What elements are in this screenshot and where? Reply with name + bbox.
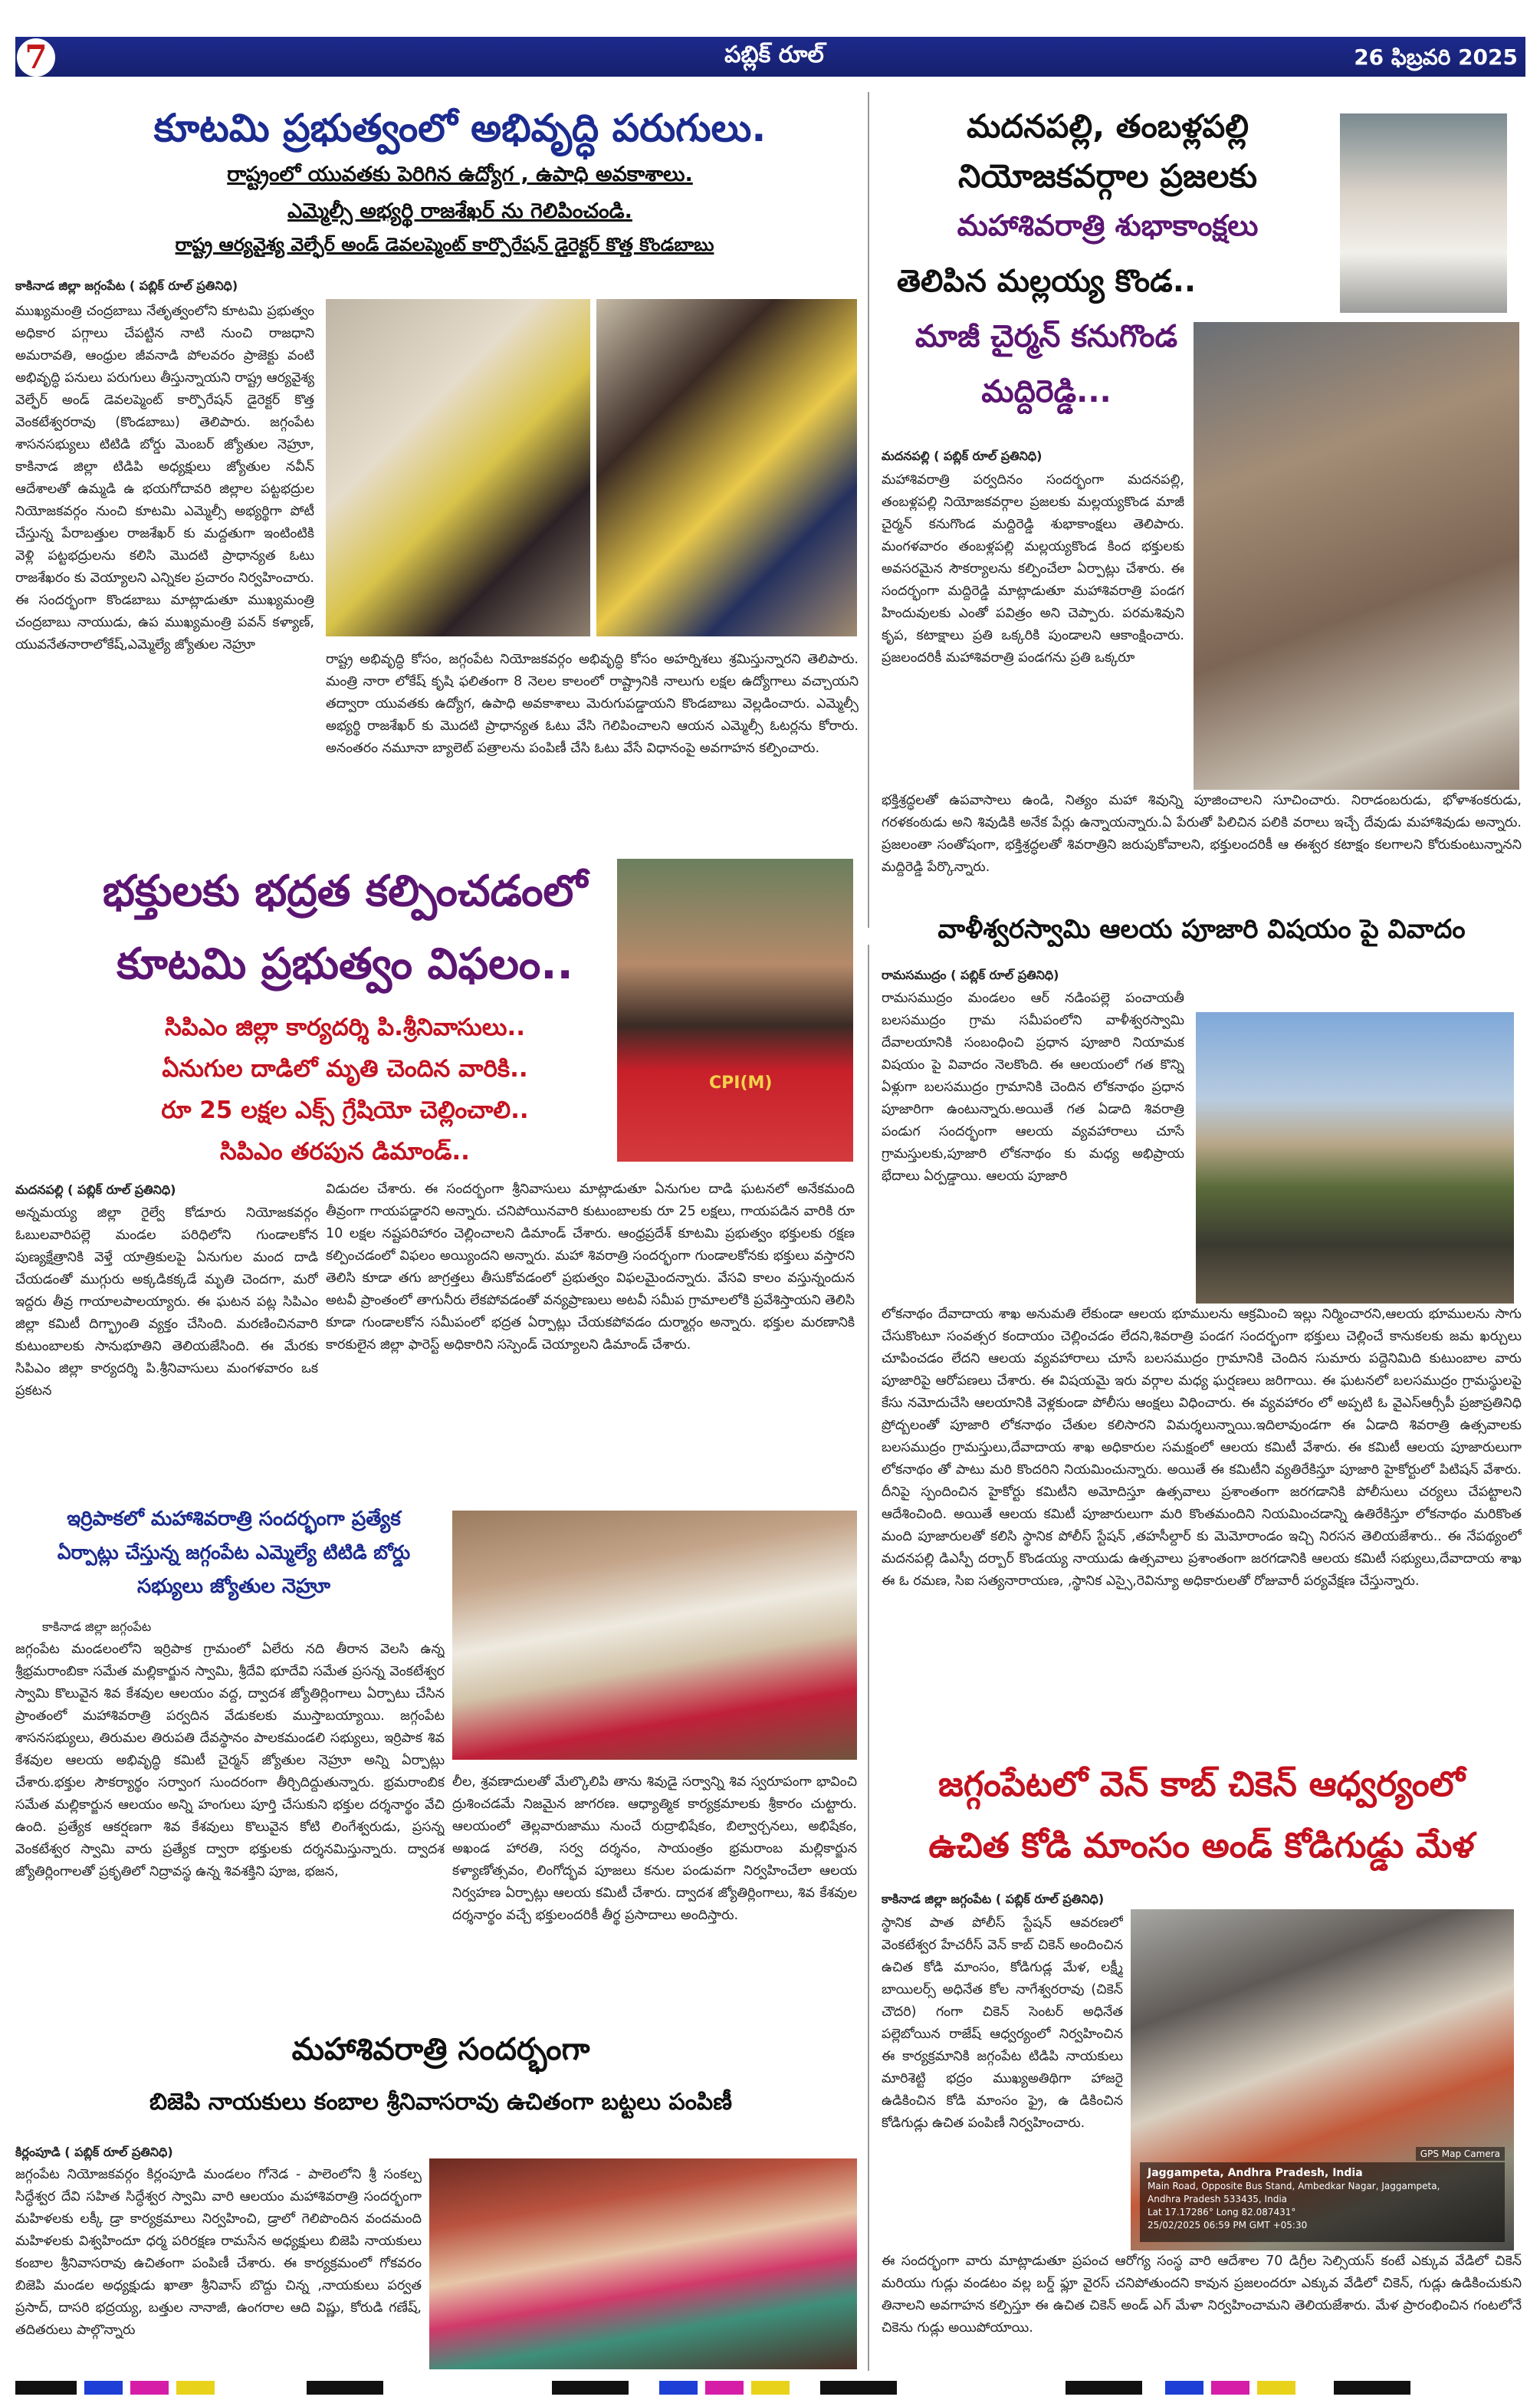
article5-headline1: ఇర్రిపాకలో మహాశివరాత్రి సందర్భంగా ప్రత్యేక: [67, 1507, 401, 1530]
article3-headline1: భక్తులకు భద్రత కల్పించడంలో: [102, 866, 588, 916]
article3-sub3: రూ 25 లక్షల ఎక్స్ గ్రేషియో చెల్లించాలి..: [161, 1096, 529, 1124]
article6-dateline: కాకినాడ జిల్లా జగ్గంపేట ( పబ్లిక్ రూల్ ప్రతినిధి): [882, 1892, 1105, 1906]
article5-headline3: సభ్యులు జ్యోతుల నెహ్రూ: [137, 1575, 330, 1598]
article5-headline2: ఏర్పాట్లు చేస్తున్న జగ్గంపేట ఎమ్మెల్యే టిటిడి బోర్డు: [57, 1541, 411, 1563]
article6-col1: స్థానిక పాత పోలీస్ స్టేషన్ ఆవరణలో వెంకటేశ్వర హేచరీస్ వెన్ కాబ్ చికెన్ అందించిన ఉచిత కోడి మాంసం, కోడిగుడ్ల మేళ, లక్ష్మీ బాయిలర్స్ అధినేత కోల నాగేశ్వరరావు (చికెన్ చౌదరి) గంగా చికెన్ సెంటర్ అధినేత పల్లెబోయిన రాజేష్ ఆధ్వర్యంలో నిర్వహించిన ఈ కార్యక్రమానికి జగ్గంపేట టిడిపి నాయకులు మారిశెట్టి భద్రం ముఖ్యఅతిథిగా హాజరై ఉడికించిన కోడి మాంసం ఫ్రై, ఉ డికించిన కోడిగుడ్లు ఉచిత పంపిణీ నిర్వహించారు.: [882, 1915, 1123, 2131]
column-divider-top: [868, 92, 869, 928]
gps-latlong: Lat 17.17286° Long 82.087431°: [1148, 2207, 1296, 2218]
article2-headline3: మహాశివరాత్రి శుభాకాంక్షలు: [957, 209, 1259, 242]
issue-date: 26 ఫిబ్రవరి 2025: [1354, 44, 1518, 70]
article1-photo-right: [596, 299, 857, 636]
article6-headline2: ఉచిత కోడి మాంసం అండ్ కోడిగుడ్డు మేళ: [928, 1825, 1475, 1866]
article1-sub2: ఎమ్మెల్సీ అభ్యర్థి రాజశేఖర్ ను గెలిపించండి.: [287, 199, 632, 223]
gps-location-title: Jaggampeta, Andhra Pradesh, India: [1148, 2167, 1363, 2179]
article2-col1: మహాశివరాత్రి పర్వదినం సందర్భంగా మదనపల్లి, తంబళ్లపల్లి నియోజకవర్గాల ప్రజలకు మల్లయ్యకొండ మాజీ చైర్మన్ కనుగొండ మద్దిరెడ్డి శుభాకాంక్షలు తెలిపారు. మంగళవారం తంబళ్లపల్లి మల్లయ్యకొండ కింద భక్తులకు అవసరమైన సౌకర్యాలను కల్పించేలా ఏర్పాట్లు చేశారు. ఈ సందర్భంగా మద్దిరెడ్డి మాట్లాడుతూ మహాశివరాత్రి పండగ హిందువులకు ఎంతో పవిత్రం అని చెప్పారు. పరమశివుని కృప, కటాక్షాలు ప్రతి ఒక్కరికి పుండాలని ఆకాంక్షించారు. ప్రజలందరికీ మహాశివరాత్రి పండగను ప్రతి ఒక్కరూ: [882, 472, 1184, 666]
cpim-banner-text: CPI(M): [709, 1073, 773, 1093]
article2-dateline: మదనపల్లి ( పబ్లిక్ రూల్ ప్రతినిధి): [882, 449, 1043, 463]
page-number: 7: [17, 38, 55, 77]
article7-headline1: మహాశివరాత్రి సందర్భంగా: [291, 2032, 590, 2067]
article2-headline2: నియోజకవర్గాల ప్రజలకు: [957, 157, 1258, 195]
article4-dateline: రామసముద్రం ( పబ్లిక్ రూల్ ప్రతినిధి): [882, 968, 1059, 982]
article3-headline2: కూటమి ప్రభుత్వం విఫలం..: [117, 939, 573, 989]
paper-name: పబ్లిక్ రూల్: [724, 41, 824, 68]
article1-sub1: రాష్ట్రంలో యువతకు పెరిగిన ఉద్యోగ , ఉపాధి అవకాశాలు.: [227, 163, 693, 186]
column-divider-bottom: [868, 945, 869, 2371]
gps-address-line1: Main Road, Opposite Bus Stand, Ambedkar Nagar, Jaggampeta,: [1148, 2181, 1440, 2191]
article3-sub2: ఏనుగుల దాడిలో మృతి చెందిన వారికి..: [162, 1055, 528, 1083]
article6-photo: [1131, 1909, 1514, 2250]
article1-sub3: రాష్ట్ర ఆర్యవైశ్య వెల్ఫేర్ అండ్ డెవలప్మెంట్ కార్పొరేషన్ డైరెక్టర్ కొత్త కొండబాబు: [175, 234, 714, 255]
article1-col2: రాష్ట్ర అభివృద్ధి కోసం, జగ్గంపేట నియోజకవర్గం అభివృద్ధి కోసం అహర్నిశలు శ్రమిస్తున్నారని తెలిపారు. మంత్రి నారా లోకేష్ కృషి ఫలితంగా 8 నెలల కాలంలో రాష్ట్రానికి నాలుగు లక్షల ఉద్యోగాలు వచ్చాయని తద్వారా యువతకు ఉద్యోగ, ఉపాధి అవకాశాలు మెరుగుపడ్డాయని కొండబాబు వెల్లడించారు. ఎమ్మెల్సీ అభ్యర్థి రాజశేఖర్ కు మొదటి ప్రాధాన్యత ఓటు వేసి గెలిపించాలని ఆయన ఎమ్మెల్సీ ఓటర్లను కోరారు. అనంతరం నమూనా బ్యాలెట్ పత్రాలను పంపిణీ చేసి ఓటు వేసే విధానంపై అవగాహన కల్పించారు.: [326, 652, 859, 756]
article7-col1: జగ్గంపేట నియోజకవర్గం కిర్లంపూడి మండలం గోనెడ - పాలెంలోని శ్రీ సంకల్ప సిద్ధేశ్వర దేవి సహిత సిద్ధేశ్వర స్వామి వారి ఆలయం మహాశివరాత్రి సందర్భంగా మహిళలకు లక్కీ డ్రా కార్యక్రమాలు నిర్వహించి, డ్రాలో గెలిపొందిన వందమంది మహిళలకు విశ్వహిందూ ధర్మ పరిరక్షణ రామసేన అధ్యక్షులు బిజెపి నాయకులు కంబాల శ్రీనివాసరావు ఉచితంగా పంపిణీ చేశారు. ఈ కార్యక్రమంలో గోకవరం బిజెపి మండల అధ్యక్షుడు ఖాతా శ్రీనివాస్ బొద్దు చిన్న ,నాయకులు పర్వత ప్రసాద్, దాసరి భద్రయ్య, బత్తుల నానాజీ, ఉంగరాల ఆది విష్ణు, కోరుడి గణేష్, తదితరులు పాల్గొన్నారు: [15, 2167, 422, 2338]
article5-dateline: కాకినాడ జిల్లా జగ్గంపేట: [42, 1619, 152, 1634]
article6-headline1: జగ్గంపేటలో వెన్ కాబ్ చికెన్ ఆధ్వర్యంలో: [938, 1764, 1465, 1804]
article1-headline: కూటమి ప్రభుత్వంలో అభివృద్ధి పరుగులు.: [153, 106, 767, 150]
article5-col2: లీల, శ్రవణాదులతో మేల్కొలిపి తాను శివుడై సర్వాన్ని శివ స్వరూపంగా భావించి ద్రుశించడమే నిజమైన జాగరణ. ఆధ్యాత్మిక కార్యక్రమాలకు శ్రీకారం చుట్టారు. ఆలయంలో తెల్లవారుజాము నుంచే రుద్రాభిషేకం, బిల్వార్చనలు, అభిషేకం, అఖండ హారతి, సర్వ దర్శనం, సాయంత్రం భ్రమరాంబ మల్లికార్జున కళ్యాణోత్సవం, లింగోద్భవ పూజలు కనుల పండువగా నిర్వహించేలా ఆలయ నిర్వహణ ఏర్పాట్లు ఆలయ కమిటీ చేశారు. ద్వాదశ జ్యోతిర్లింగాలు, శివ కేశవుల దర్శనార్థం వచ్చే భక్తులందరికీ తీర్థ ప్రసాదాలు అందిస్తారు.: [452, 1774, 857, 1923]
article2-temple-photo: [1194, 322, 1519, 790]
article3-photo: [617, 859, 853, 1162]
article1-dateline: కాకినాడ జిల్లా జగ్గంపేట ( పబ్లిక్ రూల్ ప్రతినిధి): [15, 278, 238, 293]
article7-headline2: బిజెపి నాయకులు కంబాల శ్రీనివాసరావు ఉచితంగా బట్టలు పంపిణీ: [149, 2089, 733, 2116]
article3-dateline: మదనపల్లి ( పబ్లిక్ రూల్ ప్రతినిధి): [15, 1182, 176, 1197]
gps-address-line2: Andhra Pradesh 533435, India: [1148, 2194, 1288, 2204]
article3-col2: విడుదల చేశారు. ఈ సందర్భంగా శ్రీనివాసులు మాట్లాడుతూ ఏనుగుల దాడి ఘటనలో అనేకమంది తీవ్రంగా గాయపడ్డారని అన్నారు. చనిపోయినవారి కుటుంబాలకు రూ 25 లక్షలు, గాయపడిన వారికి రూ 10 లక్షల నష్టపరిహారం చెల్లించాలని డిమాండ్ చేశారు. ఆంధ్రప్రదేశ్ కూటమి ప్రభుత్వం భక్తులకు రక్షణ కల్పించడంలో విఫలం అయ్యిందని అన్నారు. మహా శివరాత్రి సందర్భంగా గుండాలకోనకు భక్తులు వస్తారని తెలిసి కూడా తగు జాగ్రత్తలు తీసుకోవడంలో ప్రభుత్వం విఫలమైందన్నారు. వేసవి కాలం వస్తున్నందున అటవీ ప్రాంతంలో తాగునీరు లేకపోవడంతో వన్యప్రాణులు అటవీ సమీప గ్రామాలలోకి ప్రవేశిస్తాయని తెలిసి కూడా గుండాలకోన సమీపంలో భద్రత ఏర్పాట్లు చేయకపోవడం దుర్మార్గం అన్నారు. భక్తుల మరణానికి కారకులైన జిల్లా ఫారెస్ట్ అధికారిని సస్పెండ్ చెయ్యాలని డిమాండ్ చేశారు.: [326, 1182, 855, 1353]
article4-col1: రామసముద్రం మండలం ఆర్ నడింపల్లె పంచాయతీ బలసముద్రం గ్రామ సమీపంలోని వాళీశ్వరస్వామి దేవాలయానికి సంబంధించి ప్రధాన పూజారి నియామక విషయం పై వివాదం నెలకొంది. ఈ ఆలయంలో గత కొన్ని ఏళ్లుగా బలసముద్రం గ్రామానికి చెందిన లోకనాథం ప్రధాన పూజారిగా ఉంటున్నారు.అయితే గత ఏడాది శివరాత్రి పండుగ సందర్భంగా ఆలయ వ్యవహారాలు చూసే గ్రామస్తులకు,పూజారి లోకనాథం కు మధ్య అభిప్రాయ భేదాలు ఏర్పడ్డాయి. ఆలయ పూజారి: [882, 991, 1184, 1184]
article5-col1: జగ్గంపేట మండలంలోని ఇర్రిపాక గ్రామంలో ఏలేరు నది తీరాన వెలసి ఉన్న శ్రీభ్రమరాంబికా సమేత మల్లికార్జున స్వామి, శ్రీదేవి భూదేవి సమేత ప్రసన్న వెంకటేశ్వర స్వామి కొలువైన శివ కేశవుల ఆలయం వద్ద, ద్వాదశ జ్యోతిర్లింగాలు ఏర్పాటు చేసిన ప్రాంతంలో మహాశివరాత్రి పర్వదిన వేడుకలకు ముస్తాబయ్యాయి. జగ్గంపేట శాసనసభ్యులు, తిరుమల తిరుపతి దేవస్థానం పాలకమండలి సభ్యులు, ఇర్రిపాక శివ కేశవుల ఆలయ అభివృద్ధి కమిటీ చైర్మన్ జ్యోతుల నెహ్రూ అన్ని ఏర్పాట్లు చేశారు.భక్తుల సౌకర్యార్థం సర్వాంగ సుందరంగా తీర్చిదిద్దుతున్నారు. భ్రమరాంబిక సమేత మల్లికార్జున ఆలయం అన్ని హంగులు పూర్తి చేసుకుని భక్తుల దర్శనార్థం వేచి ఉంది. ప్రత్యేక ఆకర్షణగా శివ కేశవులు కొలువైన కోటి లింగేశ్వరుడు, ప్రసన్న వెంకటేశ్వర స్వామి వారు ప్రత్యేక ద్వారా భక్తులకు దర్శనమిస్తున్నారు. ద్వాదశ జ్యోతిర్లింగాలతో ప్రకృతిలో నిద్రావస్థ ఉన్న శివశక్తిని పూజ, భజన,: [15, 1642, 445, 1879]
article7-photo: [429, 2158, 857, 2369]
article1-col1: ముఖ్యమంత్రి చంద్రబాబు నేతృత్వంలోని కూటమి ప్రభుత్వం అధికార పగ్గాలు చేపట్టిన నాటి నుంచి రాజధాని అమరావతి, ఆంధ్రుల జీవనాడి పోలవరం ప్రాజెక్టు వంటి అభివృద్ధి పనులు పరుగులు తీస్తున్నాయని రాష్ట్ర ఆర్యవైశ్య వెల్ఫేర్ అండ్ డెవలప్మెంట్ కార్పొరేషన్ డైరెక్టర్ కొత్త వెంకటేశ్వరరావు (కొండబాబు) తెలిపారు. జగ్గంపేట శాసనసభ్యులు టిటిడి బోర్డు మెంబర్ జ్యోతుల నెహ్రూ, కాకినాడ జిల్లా టిడిపి అధ్యక్షులు జ్యోతుల నవీన్ ఆదేశాలతో ఉమ్మడి ఉ భయగోదావరి జిల్లాల పట్టభద్రుల నియోజకవర్గం నుంచి కూటమి ఎమ్మెల్సీ అభ్యర్థిగా పోటీ చేస్తున్న పేరాబత్తుల రాజశేఖర్ కు మద్దతుగా ఇంటింటికి వెళ్లి పట్టభద్రులను కలిసి మొదటి ప్రాధాన్యత ఓటు రాజశేఖరం కు వెయ్యాలని ఎన్నికల ప్రచారం నిర్వహించారు. ఈ సందర్భంగా కొండబాబు మాట్లాడుతూ ముఖ్యమంత్రి చంద్రబాబు నాయుడు, ఉప ముఖ్యమంత్రి పవన్ కళ్యాణ్, యువనేతనారాలోకేష్,ఎమ్మెల్యే జ్యోతుల నెహ్రూ: [15, 304, 314, 653]
article2-headline4: తెలిపిన మల్లయ్య కొండ..: [896, 264, 1197, 299]
gps-camera-stamp: GPS Map Camera: [1416, 2147, 1505, 2161]
article1-photo-left: [326, 299, 590, 636]
article4-col2: లోకనాథం దేవాదాయ శాఖ అనుమతి లేకుండా ఆలయ భూములను ఆక్రమించి ఇల్లు నిర్మించారని,ఆలయ భూములను సాగు చేసుకొంటూ సంవత్సర కందాయం చెల్లించడం లేదని,శివరాత్రి పండగ సందర్భంగా భక్తులు చెల్లించే కానుకలకు జమ ఖర్చులు చూపించడం లేదని ఆలయ వ్యవహారాలు చూసే బలసముద్రం గ్రామానికి చెందిన సుమారు పద్దెనిమిది కుటుంబాల వారు పూజారిపై ఆరోపణలు చేశారు. ఈ విషయమై ఇరు వర్గాల మధ్య ఘర్షణలు జరిగాయి. ఈ ఘటనలో బలసముద్రం గ్రామస్థులపై కేసు నమోదుచేసి ఆలయానికి వెళ్లకుండా పోలీసు ఆంక్షలు విధించారు. ఈ వ్యవహారం లో అప్పటి ఓ వైఎస్ఆర్సీపీ ప్రజాప్రతినిధి ప్రోద్బలంతో పూజారి లోకనాథం చేతుల కలిసారని విమర్శలున్నాయి.ఇదిలావుండగా ఈ ఏడాది శివరాత్రి ఉత్సవాలకు బలసముద్రం గ్రామస్తులు,దేవాదాయ శాఖ అధికారుల సమక్షంలో ఆలయ కమిటీ వేశారు. ఈ కమిటీ ఆలయ పూజారులుగా లోకనాథం తో పాటు మరి కొందరిని నియమించున్నారు. అయితే ఈ కమిటీని వ్యతిరేకిస్తూ పూజారి హైకోర్టులో పిటిషన్ వేశారు. దీనిపై స్పందించిన హైకోర్టు కమిటీని అమోదిస్తూ ఉత్సవాలు ప్రశాంతంగా జరగడానికి పోలీసులు చర్యలు చేపట్టాలని ఆదేశించింది. అయితే ఆలయ కమిటీ పూజారులుగా మరి కొంతమందిని నియమించడాన్ని ఉతిరేకిస్తూ లోకనాథం మరికొంత మంది పూజారులతో కలిసి స్థానిక పోలీస్ స్టేషన్ ,తహసీల్దార్ కు మెమోరాండం ఇచ్చి నిరసన తెలియజేశారు.. ఈ నేపథ్యంలో మదనపల్లి డిఎస్పీ దర్బార్ కొండయ్య నాయుడు ఉత్సవాలు ప్రశాంతంగా జరగడానికి ఆలయ కమిటీ సభ్యులు,దేవాదాయ శాఖ ఈ ఓ రమణ, సిఐ సత్యనారాయణ, ,స్థానిక ఎస్సై,రెవిన్యూ అధికారులతో రోజువారీ పర్యవేక్షణ చేస్తున్నారు.: [882, 1307, 1522, 1589]
article4-photo: [1196, 1012, 1514, 1304]
article2-col2: భక్తిశ్రద్ధలతో ఉపవాసాలు ఉండి, నిత్యం మహా శివున్ని పూజించాలని సూచించారు. నిరాడంబరుడు, భోళాశంకరుడు, గరళకంఠుడు అని శివుడికి అనేక పేర్లు ఉన్నాయన్నారు.ఏ పేరుతో పిలిచిన పలికి వరాలు ఇచ్చే దేవుడు మహాశివుడు అన్నారు. ప్రజలంతా సంతోషంగా, భక్తిశ్రద్ధలతో శివరాత్రిని జరుపుకోవాలని, భక్తులందరికీ ఆ ఈశ్వర కటాక్షం కలగాలని కోరుకుంటున్నానని మద్దిరెడ్డి పేర్కొన్నారు.: [882, 793, 1522, 875]
article3-col1: అన్నమయ్య జిల్లా రైల్వే కోడూరు నియోజకవర్గం ఓబులవారిపల్లె మండల పరిధిలోని గుండాలకోన పుణ్యక్షేత్రానికి వెళ్తే యాత్రికులపై ఏనుగుల మంద దాడి చేయడంతో ముగ్గురు అక్కడికక్కడే మృతి చెందగా, మరో ఇద్దరు తీవ్ర గాయాలపాలయ్యారు. ఈ ఘటన పట్ల సిపిఎం జిల్లా కమిటీ దిగ్భ్రాంతి వ్యక్తం చేసింది. మరణించినవారి కుటుంబాలకు సానుభూతిని తెలియజేసింది. ఈ మేరకు సిపిఎం జిల్లా కార్యదర్శి పి.శ్రీనివాసులు మంగళవారం ఒక ప్రకటన: [15, 1205, 318, 1399]
article3-sub1: సిపిఎం జిల్లా కార్యదర్శి పి.శ్రీనివాసులు..: [165, 1014, 525, 1041]
article3-sub4: సిపిఎం తరపున డిమాండ్..: [220, 1138, 470, 1165]
article6-col2: ఈ సందర్భంగా వారు మాట్లాడుతూ ప్రపంచ ఆరోగ్య సంస్థ వారి ఆదేశాల 70 డిగ్రీల సెల్సియస్ కంటే ఎక్కువ వేడిలో చికెన్ మరియు గుడ్లు వండటం వల్ల బర్డ్ ఫ్లూ వైరస్ చనిపోతుందని కావున ప్రజలందరూ ఎక్కువ వేడిలో చికెన్, గుడ్లు ఉడికించుకుని తినాలని అవగాహన కల్పిస్తూ ఈ ఉచిత చికెన్ అండ్ ఎగ్ మేళా నిర్వహించామని తెలియజేశారు. మేళ ప్రారంభించిన గంటలోనే చికెను గుడ్లు అయిపోయాయి.: [882, 2254, 1522, 2336]
gps-overlay: [1140, 2162, 1505, 2242]
article5-photo: [452, 1511, 857, 1760]
gps-timestamp: 25/02/2025 06:59 PM GMT +05:30: [1148, 2220, 1308, 2231]
article2-headline6: మద్దిరెడ్డి...: [981, 374, 1111, 409]
article7-dateline: కిర్లంపూడి ( పబ్లిక్ రూల్ ప్రతినిధి): [15, 2145, 173, 2159]
footer-color-bar: [15, 2381, 1525, 2395]
article2-portrait-photo: [1340, 113, 1507, 313]
article2-headline5: మాజీ చైర్మన్ కనుగొండ: [914, 319, 1178, 354]
article2-headline1: మదనపల్లి, తంబళ్లపల్లి: [966, 107, 1249, 145]
article4-headline: వాళీశ్వరస్వామి ఆలయ పూజారి విషయం పై వివాదం: [937, 914, 1466, 945]
